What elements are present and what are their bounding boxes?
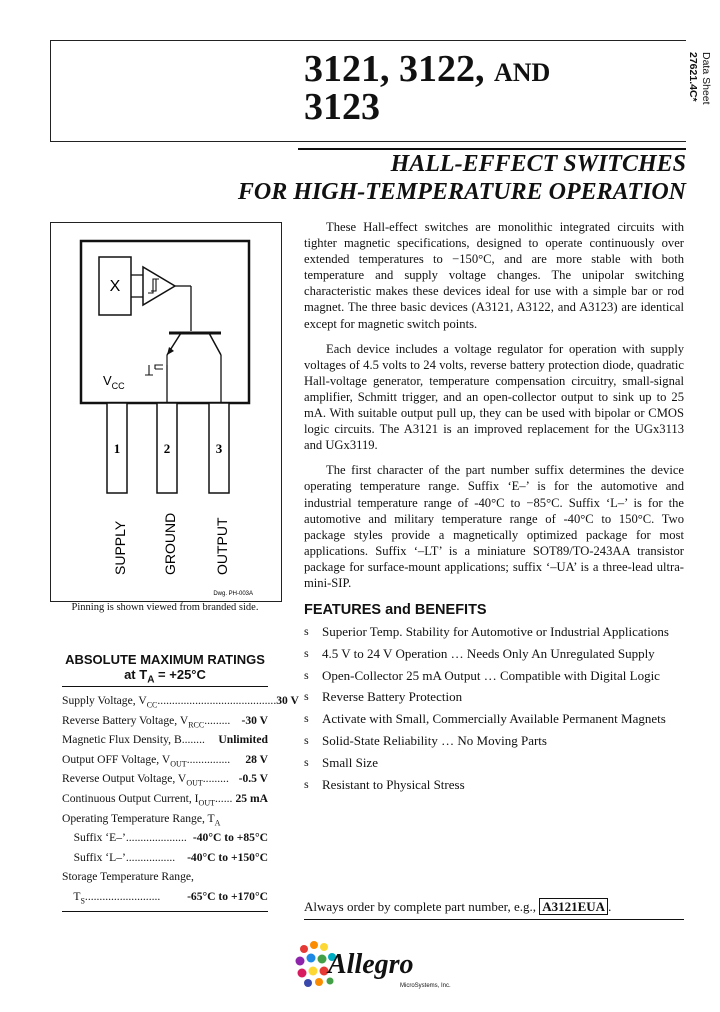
- rating-row: [62, 867, 268, 887]
- rating-leader-dots: ........: [181, 733, 205, 747]
- order-note: Always order by complete part number, e.g., A3121EUA .: [304, 899, 612, 914]
- amplifier-icon: [143, 267, 175, 305]
- rating-leader-dots: .....................: [125, 831, 187, 845]
- rating-leader-dots: .........................................: [157, 694, 277, 707]
- rating-value: 25 mA: [235, 792, 268, 805]
- rating-leader-dots: ......: [215, 792, 233, 805]
- pinning-note: Pinning is shown viewed from branded side.: [71, 602, 259, 613]
- feature-item: s Small Size: [304, 755, 694, 777]
- paragraph-3: The first character of the part number suffix determines the device operating temperature range. Suffix ‘E–’ is for the automotive and industrial temperature range of -40°C to −85°C. Suffix ‘L–’ is for the automotive and military temperature range of -40°C to 150°C. Two package styles provide a magnetically optimized package for most applications. Suffix ‘–LT’ is a miniature SOT89/TO-243AA transistor package for surface-mount applications; suffix ‘–UA’ is a three-lead ultra-mini-SIP.: [304, 463, 684, 590]
- rating-label: Output OFF Voltage, $V_{OUT}$: [62, 752, 187, 769]
- rating-label: Magnetic Flux Density, B: [62, 733, 182, 747]
- rating-leader-dots: ..........................: [84, 890, 161, 903]
- rating-row: [62, 887, 268, 907]
- rating-leader-dots: ...............: [186, 752, 231, 766]
- rating-value: -30 V: [241, 713, 268, 727]
- pin-3-name: OUTPUT: [214, 517, 230, 575]
- bullet-icon: s: [304, 711, 309, 726]
- rating-row: [62, 789, 268, 809]
- pin-2-number: 2: [163, 441, 171, 456]
- subtitle-line-2: FOR HIGH-TEMPERATURE OPERATION: [237, 179, 686, 205]
- bullet-icon: s: [304, 624, 309, 638]
- rating-value: 30 V: [276, 694, 299, 707]
- paragraph-1: These Hall-effect switches are monolithic integrated circuits with tighter magnetic specifications, designed to operate continuously over extended temperatures to −150°C, and are more stable with both temperature and supply voltage changes. The unipolar switching characteristic makes these devices ideal for use with a simple bar or rod magnet. The three basic devices (A3121, A3122, and A3123) are identical except for magnetic switch points.: [304, 220, 684, 331]
- title-line-2: 3123: [304, 86, 380, 128]
- order-rule: [304, 919, 684, 920]
- rating-leader-dots: [194, 867, 268, 887]
- description: [304, 219, 684, 600]
- pin-2-name: GROUND: [162, 512, 178, 575]
- feature-item: s Superior Temp. Stability for Automotive or Industrial Applications: [304, 624, 694, 646]
- ground-symbol-icon: [145, 365, 163, 375]
- logo-wordmark: Allegro: [328, 949, 414, 980]
- bullet-icon: s: [304, 776, 309, 791]
- rating-label: Operating Temperature Range, $T_A$: [62, 811, 221, 827]
- subtitle: [238, 150, 686, 206]
- feature-item: s Reverse Battery Protection: [304, 689, 694, 711]
- hall-x-label: X: [109, 278, 121, 295]
- drawing-number: Dwg. PH-003A: [213, 591, 253, 597]
- rating-value: -0.5 V: [238, 772, 268, 786]
- side-label-line-2: 27621.4C*: [687, 52, 699, 102]
- ratings-top-rule: [62, 686, 268, 687]
- rating-label: Continuous Output Current, $I_{OUT}$: [62, 792, 215, 808]
- rating-value: -65°C to +170°C: [187, 890, 268, 903]
- rating-value: -40°C to +150°C: [187, 850, 268, 864]
- ratings-heading: ABSOLUTE MAXIMUM RATINGS at $T_A = +25^\circ C$: [65, 652, 265, 686]
- feature-item: s Resistant to Physical Stress: [304, 777, 694, 799]
- rating-row: [62, 769, 268, 789]
- rating-row: [62, 809, 268, 829]
- rating-row: [62, 711, 268, 731]
- title-line-1: 3121, 3122, AND: [304, 48, 551, 90]
- rating-leader-dots: .........: [204, 713, 231, 727]
- logo-tagline: MicroSystems, Inc.: [400, 983, 451, 989]
- vcc-label: $V_{CC}$: [103, 373, 125, 391]
- rating-label: Supply Voltage, $V_{CC}$: [62, 694, 158, 710]
- rating-leader-dots: .........: [202, 772, 229, 786]
- pin-1-name: SUPPLY: [112, 520, 128, 575]
- pinout-diagram: [50, 222, 282, 602]
- rating-label: Suffix ‘L–’: [62, 850, 126, 864]
- rating-leader-dots: .................: [125, 850, 176, 864]
- rating-value: Unlimited: [218, 733, 268, 747]
- rating-label: Suffix ‘E–’: [62, 831, 126, 845]
- rating-row: [62, 828, 268, 848]
- bullet-icon: s: [304, 667, 309, 682]
- feature-item: s 4.5 V to 24 V Operation … Needs Only An Unregulated Supply: [304, 646, 694, 668]
- rating-row: [62, 730, 268, 750]
- pinout-diagram-svg: [51, 223, 281, 601]
- part-number-example: A3121EUA: [539, 898, 608, 915]
- rating-label: Reverse Output Voltage, $V_{OUT}$: [62, 772, 203, 788]
- ratings-bottom-rule: [62, 911, 268, 912]
- bullet-icon: s: [304, 754, 309, 769]
- rating-leader-dots: [220, 809, 268, 829]
- allegro-logo: [292, 935, 452, 995]
- rating-value: -40°C to +85°C: [192, 831, 268, 845]
- rating-row: [62, 848, 268, 868]
- subtitle-line-1: HALL-EFFECT SWITCHES: [390, 151, 686, 177]
- rating-row: [62, 750, 268, 770]
- features-heading: FEATURES and BENEFITS: [304, 602, 487, 618]
- feature-item: s Open-Collector 25 mA Output … Compatible with Digital Logic: [304, 668, 694, 690]
- bullet-icon: s: [304, 732, 309, 747]
- paragraph-2: Each device includes a voltage regulator for operation with supply voltages of 4.5 volts to 24 volts, reverse battery protection diode, quadratic Hall-voltage generator, temperature compensation circuitry, small-signal amplifier, Schmitt trigger, and an open-collector output to sink up to 25 mA. With suitable output pull up, they can be used with bipolar or CMOS logic circuits. The A3121 is an improved replacement for the UGx3113 and UGx3119.: [304, 341, 684, 453]
- rating-label: Reverse Battery Voltage, $V_{RCC}$: [62, 713, 205, 729]
- bullet-icon: s: [304, 689, 309, 704]
- rating-row: [62, 691, 299, 711]
- rating-label: Storage Temperature Range,: [62, 870, 194, 884]
- rating-label: $T_S$: [62, 890, 85, 906]
- feature-item: s Solid-State Reliability … No Moving Parts: [304, 733, 694, 755]
- pin-3-number: 3: [215, 441, 223, 456]
- bullet-icon: s: [304, 645, 309, 660]
- features-list: [304, 624, 694, 798]
- schmitt-icon: [148, 279, 159, 293]
- feature-item: s Activate with Small, Commercially Available Permanent Magnets: [304, 711, 694, 733]
- pin-1-number: 1: [113, 441, 121, 456]
- rating-value: 28 V: [245, 752, 268, 766]
- allegro-logo-svg: [292, 935, 452, 995]
- side-label-line-1: Data Sheet: [700, 52, 712, 105]
- datasheet-side-label: [686, 52, 712, 152]
